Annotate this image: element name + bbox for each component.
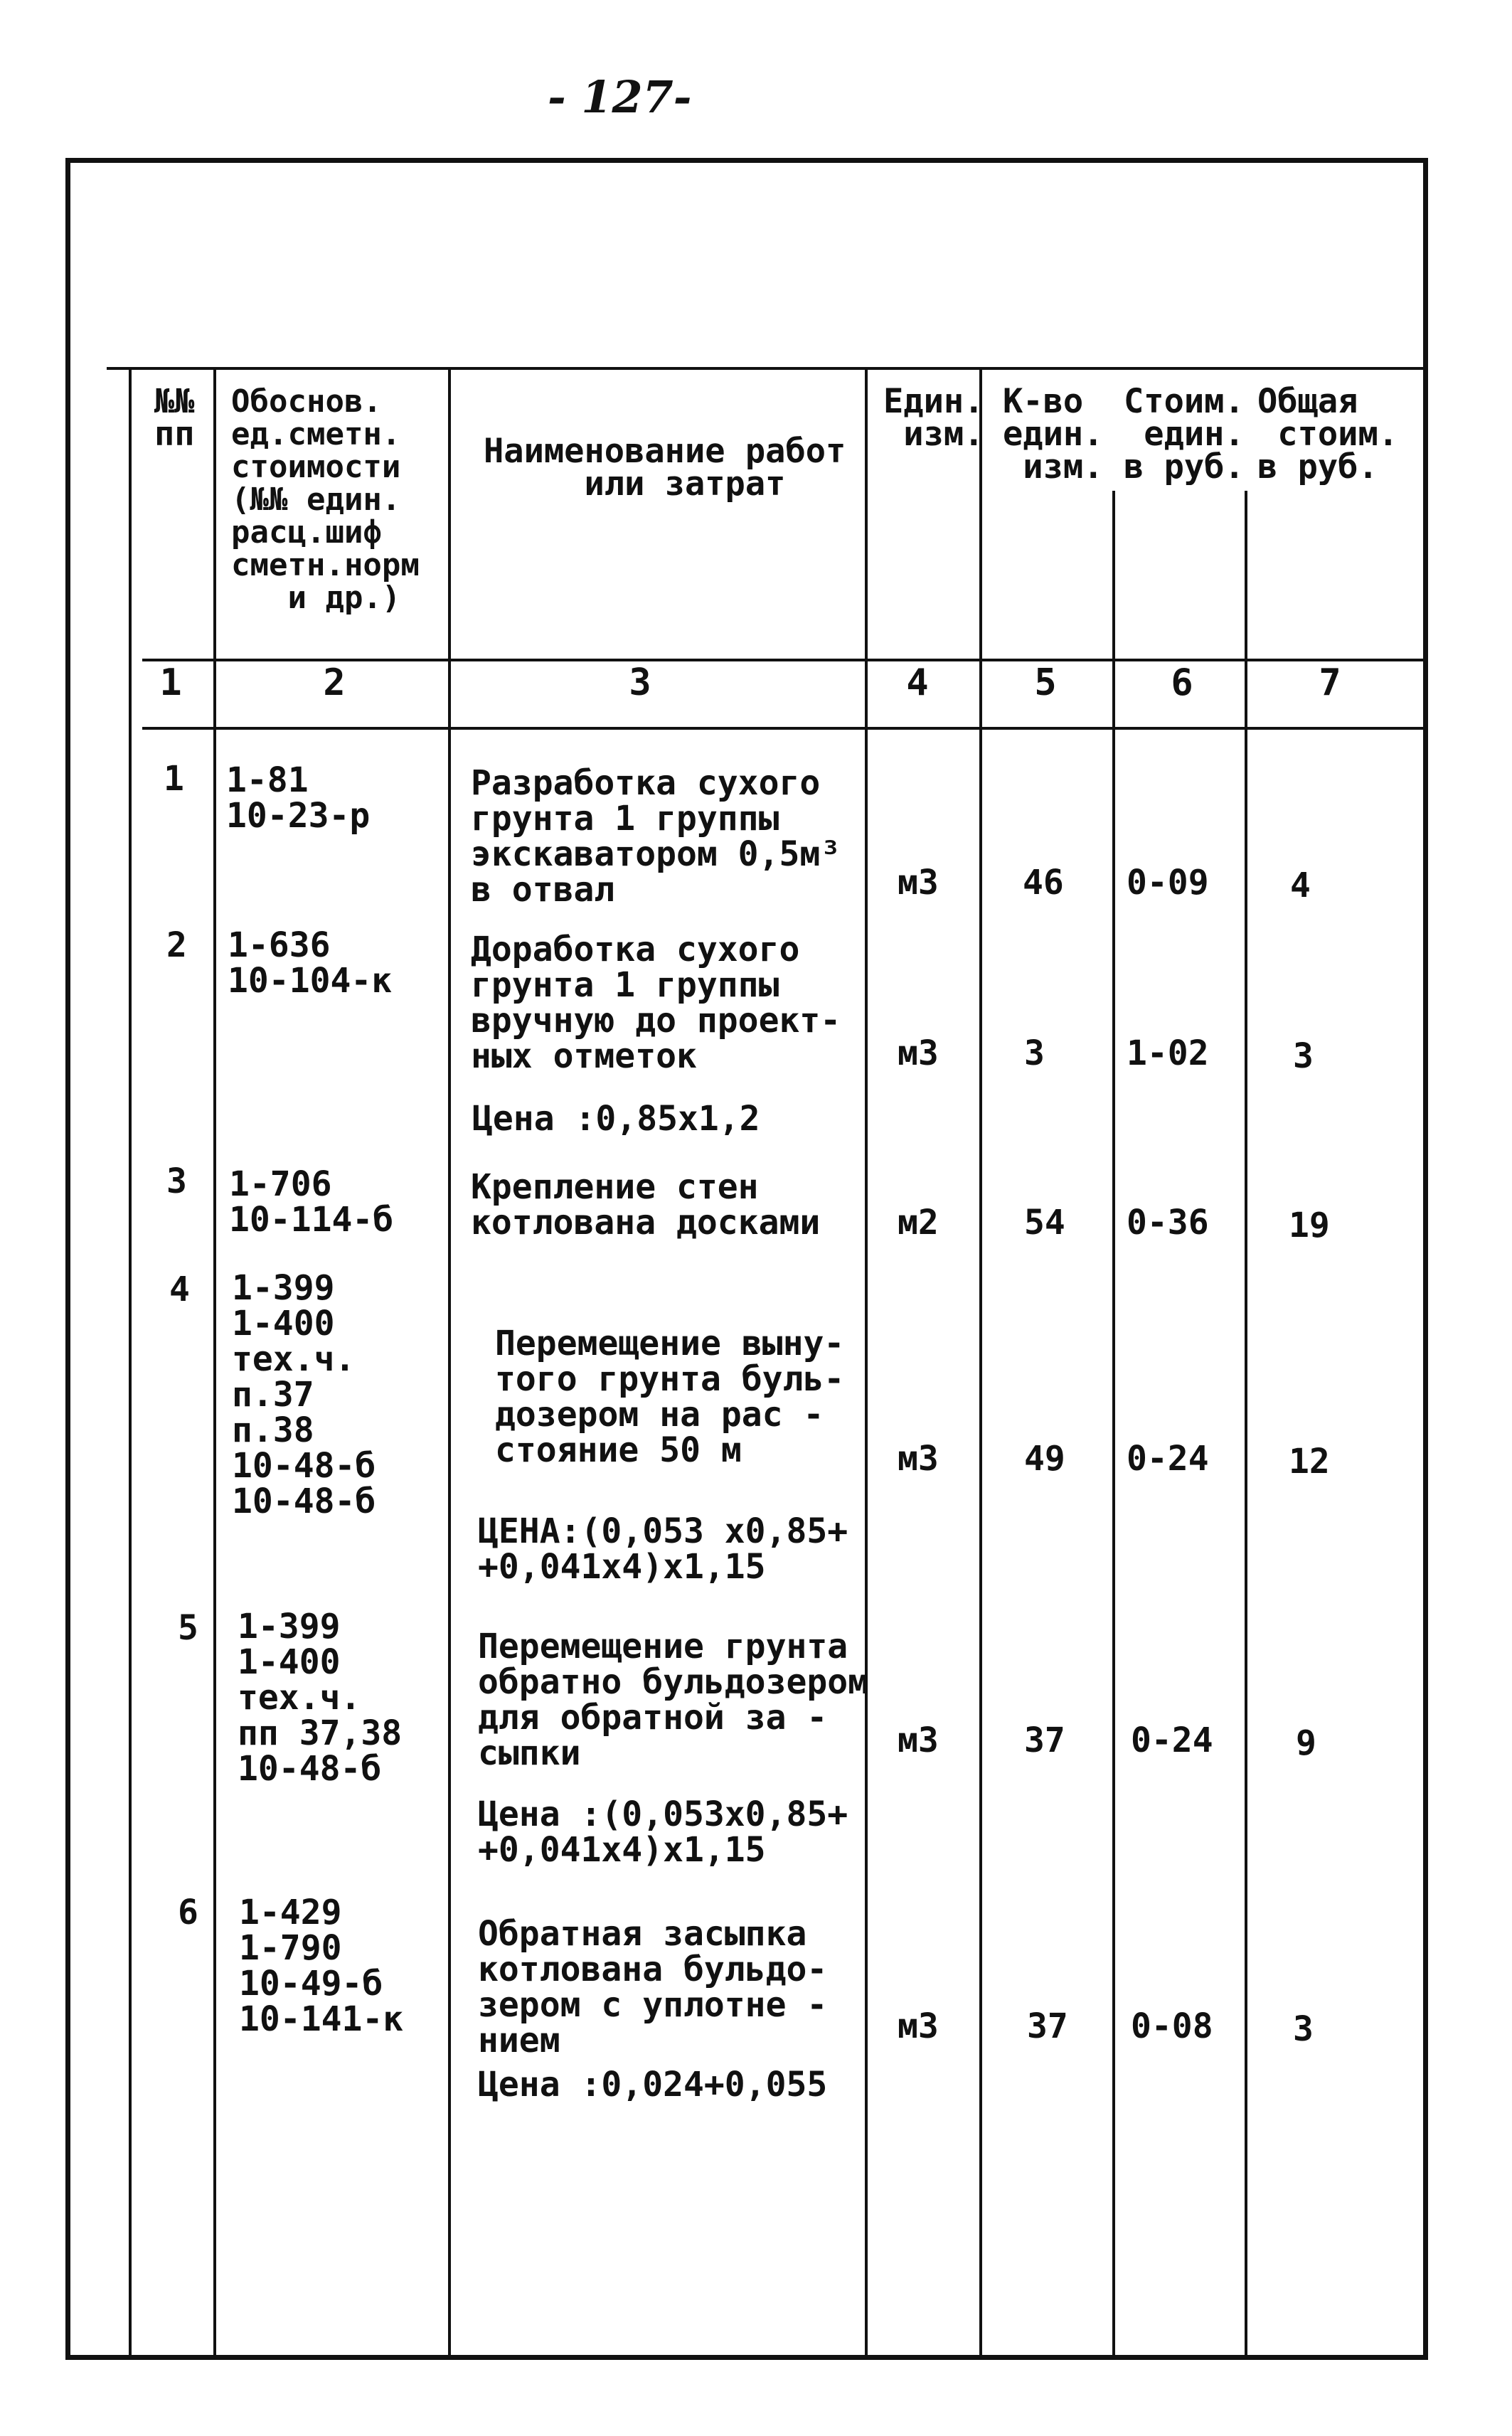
row-unit: м3 bbox=[898, 1720, 939, 1760]
row-number: 6 bbox=[178, 1893, 198, 1932]
row-price-formula: ЦЕНА:(0,053 х0,85+ +0,041х4)х1,15 bbox=[478, 1511, 848, 1587]
row-basis: 1-399 1-400 тех.ч. п.37 п.38 10-48-б 10-48-б bbox=[232, 1268, 376, 1521]
row-price-formula: Цена :0,85х1,2 bbox=[472, 1099, 760, 1139]
row-basis: 1-636 10-104-к bbox=[228, 925, 393, 1001]
header-quantity: К-во един. изм. bbox=[1003, 382, 1104, 486]
column-line bbox=[1112, 491, 1115, 2357]
row-number: 5 bbox=[178, 1608, 198, 1648]
row-basis: 1-706 10-114-б bbox=[229, 1164, 394, 1240]
row-quantity: 37 bbox=[1024, 1720, 1065, 1760]
row-total: 4 bbox=[1290, 866, 1311, 905]
column-line bbox=[979, 367, 982, 2357]
column-numbers-rule bbox=[142, 727, 1428, 730]
row-work-name: Крепление стен котлована досками bbox=[471, 1167, 821, 1243]
row-total: 3 bbox=[1293, 1036, 1314, 1076]
header-total-cost: Общая стоим. в руб. bbox=[1257, 382, 1399, 486]
column-number: 4 bbox=[906, 661, 929, 704]
header-work-name: Наименование работ или затрат bbox=[484, 432, 846, 504]
row-total: 3 bbox=[1293, 2009, 1314, 2049]
row-unit: м3 bbox=[898, 1439, 939, 1479]
row-quantity: 54 bbox=[1024, 1203, 1065, 1243]
row-basis: 1-429 1-790 10-49-б 10-141-к bbox=[239, 1893, 404, 2039]
column-line bbox=[865, 367, 868, 2357]
column-line bbox=[1245, 491, 1247, 2357]
column-line bbox=[448, 367, 451, 2357]
row-work-name: Доработка сухого грунта 1 группы вручную до проект- ных отметок bbox=[471, 930, 841, 1076]
row-work-name: Перемещение выну- того грунта буль- дозером на рас - стояние 50 м bbox=[495, 1324, 845, 1470]
column-line bbox=[129, 367, 132, 2357]
row-unit: м3 bbox=[898, 2006, 939, 2046]
header-number: №№ пп bbox=[154, 382, 195, 454]
header-basis: Обоснов. ед.сметн. стоимости (№№ един. расц.шиф сметн.норм и др.) bbox=[231, 383, 420, 616]
row-work-name: Обратная засыпка котлована бульдо- зером с уплотне - нием bbox=[478, 1914, 828, 2060]
header-unit-cost: Стоим. един. в руб. bbox=[1124, 382, 1245, 486]
row-quantity: 46 bbox=[1023, 863, 1064, 903]
row-work-name: Разработка сухого грунта 1 группы экскаватором 0,5м³ в отвал bbox=[471, 763, 841, 910]
row-unit-cost: 0-24 bbox=[1127, 1439, 1209, 1479]
column-number: 3 bbox=[629, 661, 651, 704]
row-basis: 1-399 1-400 тех.ч. пп 37,38 10-48-б bbox=[238, 1607, 403, 1789]
column-line bbox=[213, 367, 216, 2357]
row-quantity: 49 bbox=[1024, 1439, 1065, 1479]
row-quantity: 37 bbox=[1027, 2006, 1068, 2046]
row-total: 19 bbox=[1289, 1206, 1330, 1245]
column-number: 2 bbox=[323, 661, 346, 704]
header-top-rule bbox=[107, 367, 1428, 370]
row-price-formula: Цена :0,024+0,055 bbox=[478, 2065, 828, 2105]
row-number: 3 bbox=[166, 1161, 187, 1201]
row-number: 1 bbox=[164, 759, 184, 799]
row-number: 2 bbox=[166, 925, 187, 965]
page-number: - 127- bbox=[548, 71, 692, 123]
row-unit: м2 bbox=[898, 1203, 939, 1243]
row-total: 9 bbox=[1296, 1723, 1316, 1763]
row-work-name: Перемещение грунта обратно бульдозером для обратной за - сыпки bbox=[478, 1627, 869, 1773]
column-number: 7 bbox=[1319, 661, 1341, 704]
row-price-formula: Цена :(0,053х0,85+ +0,041х4)х1,15 bbox=[478, 1794, 848, 1870]
row-unit-cost: 0-09 bbox=[1127, 863, 1209, 903]
row-unit-cost: 1-02 bbox=[1127, 1033, 1209, 1073]
row-unit-cost: 0-36 bbox=[1127, 1203, 1209, 1243]
row-unit: м3 bbox=[898, 1033, 939, 1073]
row-unit-cost: 0-24 bbox=[1131, 1720, 1213, 1760]
row-quantity: 3 bbox=[1024, 1033, 1045, 1073]
header-unit: Един. изм. bbox=[883, 382, 984, 454]
column-number: 5 bbox=[1034, 661, 1057, 704]
column-number: 1 bbox=[159, 661, 182, 704]
row-basis: 1-81 10-23-р bbox=[226, 760, 371, 836]
row-total: 12 bbox=[1289, 1442, 1330, 1482]
row-unit: м3 bbox=[898, 863, 939, 903]
row-unit-cost: 0-08 bbox=[1131, 2006, 1213, 2046]
column-number: 6 bbox=[1171, 661, 1193, 704]
row-number: 4 bbox=[169, 1270, 190, 1309]
